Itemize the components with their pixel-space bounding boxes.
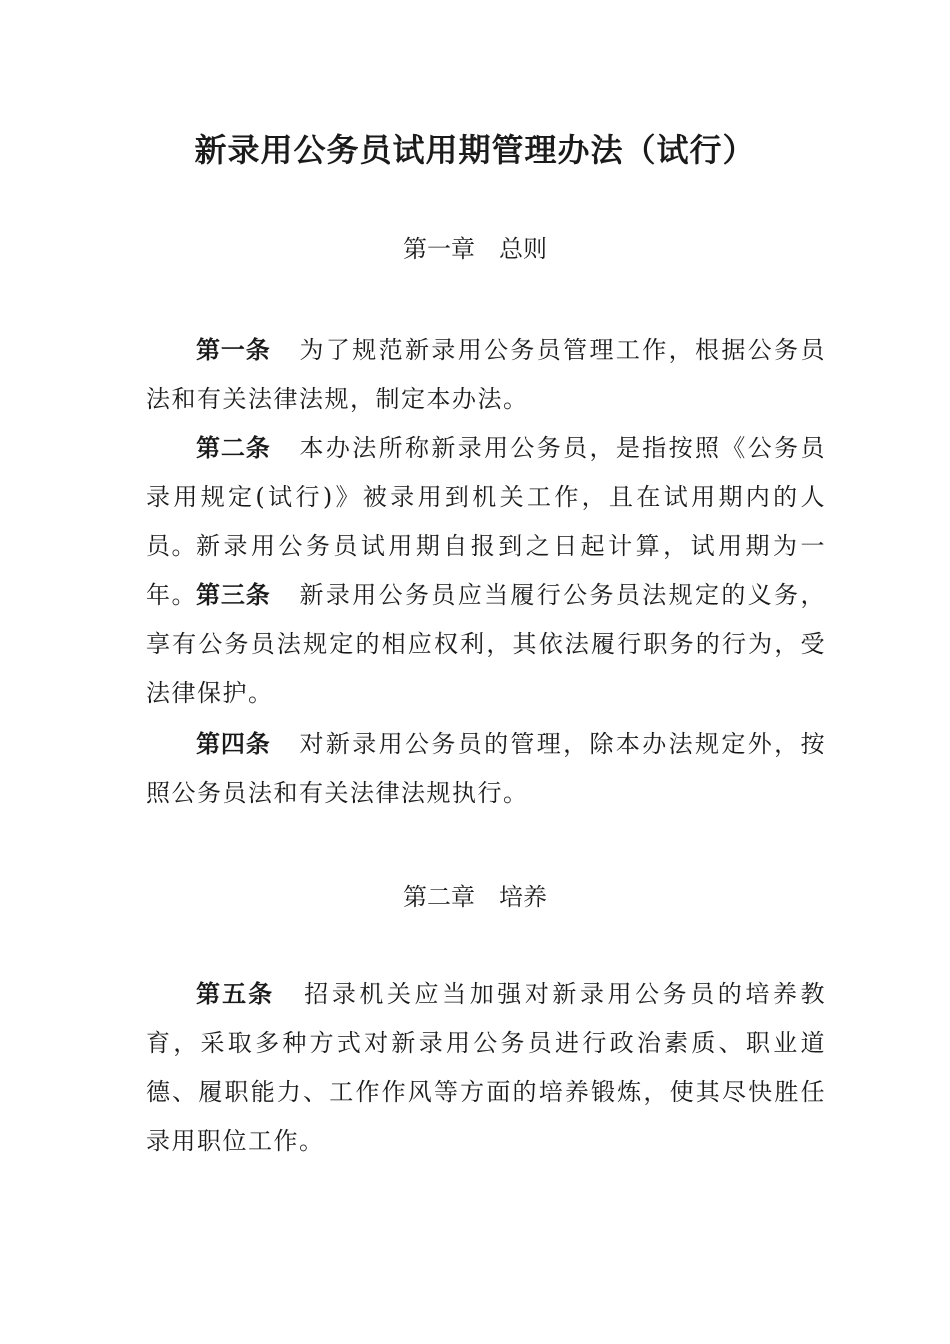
chapter-name: 总则 xyxy=(499,235,547,263)
article-paragraph xyxy=(146,970,826,1166)
chapter-heading-1 xyxy=(0,232,950,266)
article-number: 第四条 xyxy=(196,730,271,758)
paragraph-text: 新录用公务员试用期自报到之日起计算，试用期为一年。 xyxy=(146,532,826,609)
article-number: 第五条 xyxy=(196,980,275,1008)
article-text: 对新录用公务员的管理，除本办法规定外，按照公务员法和有关法律法规执行。 xyxy=(146,730,826,807)
chapter-number: 第二章 xyxy=(403,883,475,911)
chapter-name: 培养 xyxy=(499,883,547,911)
document-title: 新录用公务员试用期管理办法（试行） xyxy=(194,131,756,169)
article-number: 第二条 xyxy=(196,434,271,462)
article-paragraph xyxy=(146,571,826,718)
chapter-number: 第一章 xyxy=(403,235,475,263)
article-text: 新录用公务员应当履行公务员法规定的义务，享有公务员法规定的相应权利，其依法履行职务的行为，受法律保护。 xyxy=(146,581,826,707)
chapter-heading-2 xyxy=(0,880,950,914)
article-text: 为了规范新录用公务员管理工作，根据公务员法和有关法律法规，制定本办法。 xyxy=(146,336,826,413)
article-paragraph xyxy=(146,326,826,424)
article-number: 第一条 xyxy=(196,336,271,364)
article-text: 招录机关应当加强对新录用公务员的培养教育，采取多种方式对新录用公务员进行政治素质、职业道德、履职能力、工作作风等方面的培养锻炼，使其尽快胜任录用职位工作。 xyxy=(146,980,827,1155)
article-number: 第三条 xyxy=(196,581,271,609)
article-paragraph xyxy=(146,720,826,818)
article-text: 本办法所称新录用公务员，是指按照《公务员录用规定(试行)》被录用到机关工作，且在试用期内的人员。 xyxy=(146,434,826,560)
